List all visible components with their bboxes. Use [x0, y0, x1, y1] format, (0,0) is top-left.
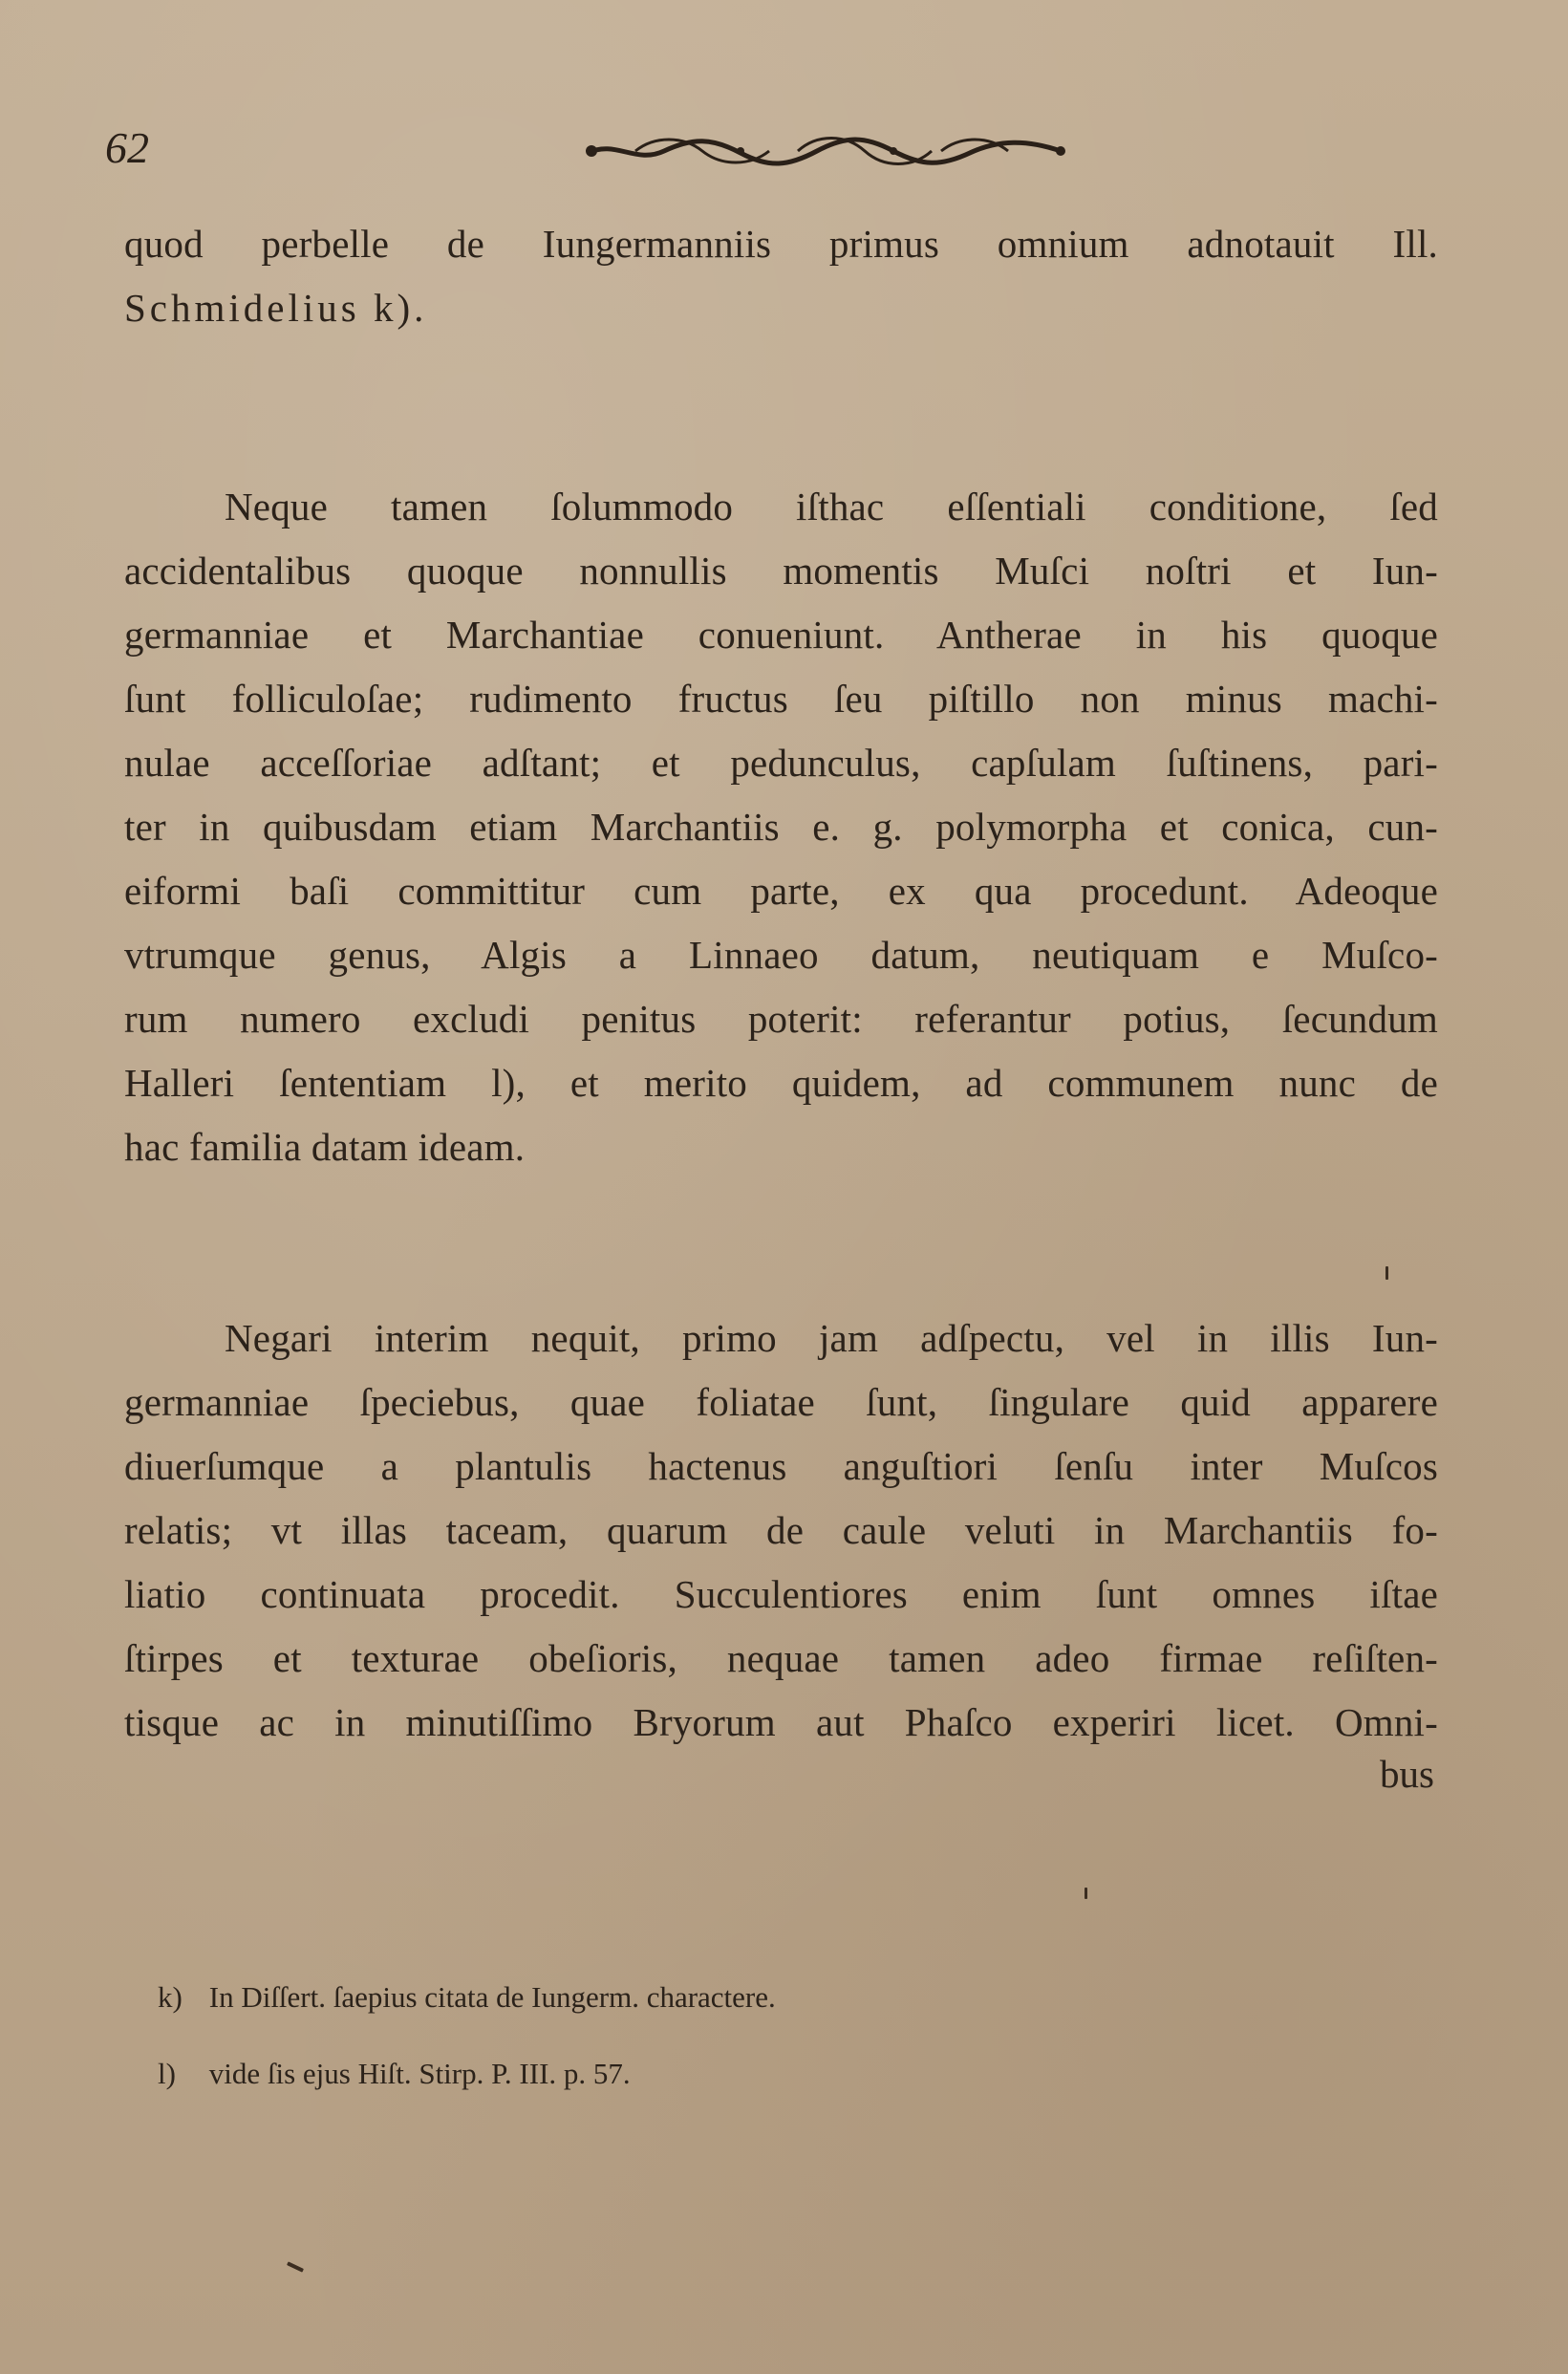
catchword: bus [1380, 1752, 1434, 1796]
text-line: germanniae et Marchantiae conueniunt. Antherae in his quoque [124, 613, 1438, 657]
text-line: relatis; vt illas taceam, quarum de caule veluti in Marchantiis fo- [124, 1508, 1438, 1552]
paragraph [124, 475, 1438, 1179]
text-line: rum numero excludi penitus poterit: referantur potius, ſecundum [124, 997, 1438, 1041]
paper-speck [1085, 1888, 1087, 1899]
footnote [158, 2036, 776, 2112]
text-line: Neque tamen ſolummodo iſthac eſſentiali conditione, ſed [225, 485, 1438, 529]
footnote-mark: l) [158, 2057, 176, 2090]
paper-speck [1385, 1266, 1388, 1280]
text-line: vtrumque genus, Algis a Linnaeo datum, neutiquam e Muſco- [124, 933, 1438, 977]
text-line: tisque ac in minutiſſimo Bryorum aut Phaſco experiri licet. Omni- [124, 1700, 1438, 1744]
text-line: nulae acceſſoriae adſtant; et pedunculus, capſulam ſuſtinens, pari- [124, 741, 1438, 785]
text-line: ſtirpes et texturae obeſioris, nequae tamen adeo firmae reſiſten- [124, 1636, 1438, 1680]
text-line: accidentalibus quoque nonnullis momentis Muſci noſtri et Iun- [124, 549, 1438, 593]
footnote-mark: k) [158, 1980, 183, 2014]
text-line: hac familia datam ideam. [124, 1125, 526, 1169]
ornament-icon [578, 132, 1075, 170]
footnotes [158, 1959, 776, 2112]
text-line: germanniae ſpeciebus, quae foliatae ſunt, ſingulare quid apparere [124, 1380, 1438, 1424]
text-line: diuerſumque a plantulis hactenus anguſtiori ſenſu inter Muſcos [124, 1444, 1438, 1488]
page-number: 62 [105, 123, 149, 172]
text-line: quod perbelle de Iungermanniis primus omnium adnotauit Ill. [124, 222, 1438, 266]
text-line: ſunt folliculoſae; rudimento fructus ſeu piſtillo non minus machi- [124, 677, 1438, 721]
footnote-text: vide ſis ejus Hiſt. Stirp. P. III. p. 57. [208, 2057, 631, 2090]
text-line: ter in quibusdam etiam Marchantiis e. g. polymorpha et conica, cun- [124, 805, 1438, 849]
text-line: liatio continuata procedit. Succulentiores enim ſunt omnes iſtae [124, 1572, 1438, 1616]
paper-speck [287, 2261, 304, 2272]
paragraph-continuation [124, 212, 1438, 340]
paragraph [124, 1306, 1438, 1755]
text-line: Schmidelius k). [124, 286, 428, 330]
text-line: eiformi baſi committitur cum parte, ex qua procedunt. Adeoque [124, 869, 1438, 913]
page-header [105, 122, 1433, 180]
footnote-text: In Diſſert. ſaepius citata de Iungerm. charactere. [208, 1980, 776, 2014]
text-line: Negari interim nequit, primo jam adſpectu, vel in illis Iun- [225, 1316, 1438, 1360]
footnote [158, 1959, 776, 2036]
text-line: Halleri ſententiam l), et merito quidem, ad communem nunc de [124, 1061, 1438, 1105]
